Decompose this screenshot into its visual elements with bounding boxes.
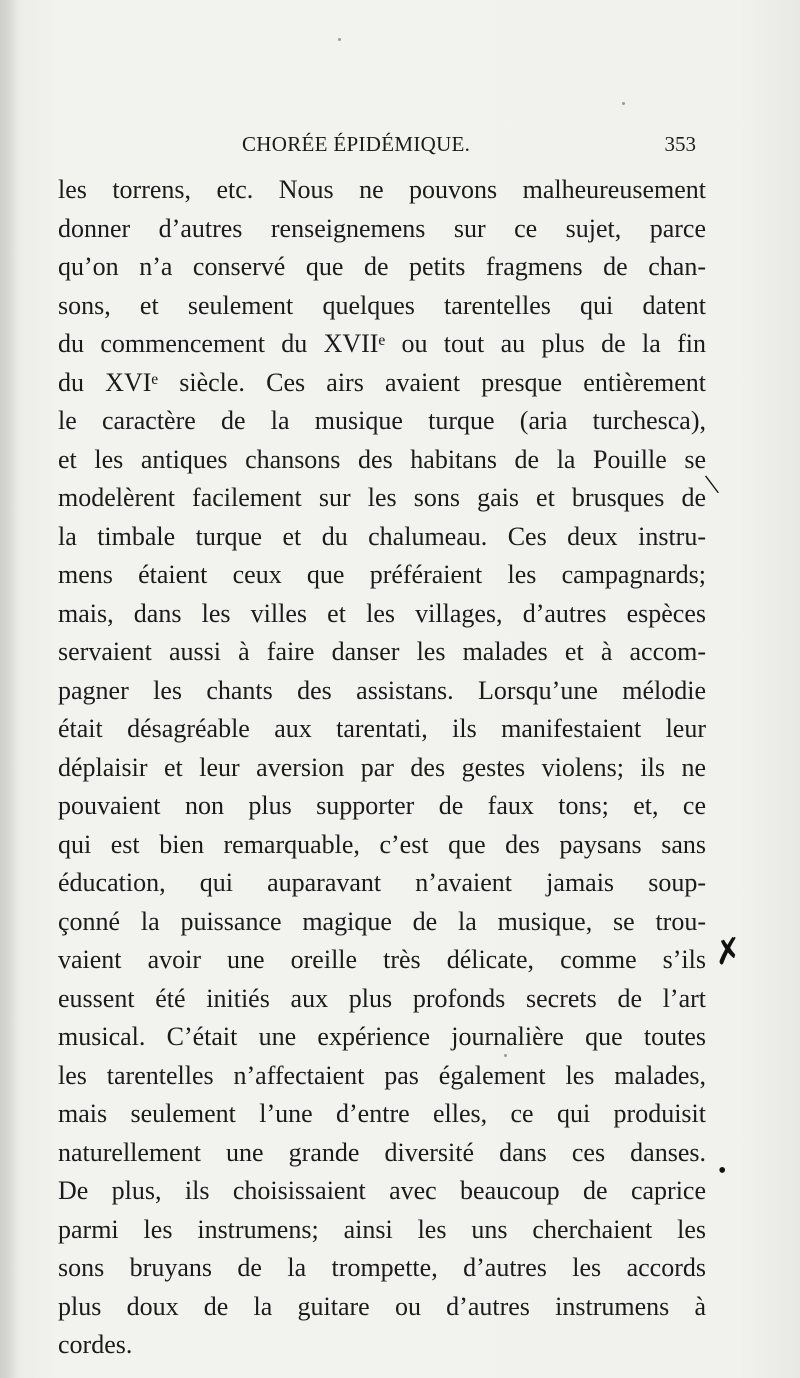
text-line: la timbale turque et du chalumeau. Ces deux instru- <box>58 521 706 551</box>
running-head <box>60 128 700 168</box>
page-gutter-shadow <box>0 0 18 1378</box>
text-line: De plus, ils choisissaient avec beaucoup de caprice <box>58 1176 706 1205</box>
text-line: çonné la puissance magique de la musique, se trou- <box>58 906 706 936</box>
text-line: eussent été initiés aux plus profonds secrets de l’art <box>58 983 706 1013</box>
text-line: naturellement une grande diversité dans ces danses. <box>58 1137 706 1167</box>
text-line: vaient avoir une oreille très délicate, comme s’ils <box>58 945 706 974</box>
text-line: parmi les instrumens; ainsi les uns cherchaient les <box>58 1214 706 1244</box>
text-line: sons, et seulement quelques tarentelles qui datent <box>58 290 706 320</box>
body-text <box>58 171 706 1365</box>
paper-speck <box>622 102 625 105</box>
text-line-last: cordes. <box>58 1330 133 1359</box>
text-line: déplaisir et leur aversion par des gestes violens; ils ne <box>58 752 706 782</box>
text-line: sons bruyans de la trompette, d’autres les accords <box>58 1253 706 1282</box>
running-head-title: CHORÉE ÉPIDÉMIQUE. <box>242 132 471 156</box>
text-line: servaient aussi à faire danser les malades et à accom- <box>58 637 706 666</box>
text-line: mais seulement l’une d’entre elles, ce qui produisit <box>58 1099 706 1128</box>
margin-mark-stroke: \ <box>702 467 722 502</box>
text-line: modelèrent facilement sur les sons gais et brusques de <box>58 483 706 512</box>
text-line: éducation, qui auparavant n’avaient jamais soup- <box>58 868 706 897</box>
text-line: du XVIᵉ siècle. Ces airs avaient presque entièrement <box>58 367 706 397</box>
page-number: 353 <box>664 132 696 156</box>
text-line: pagner les chants des assistans. Lorsqu’une mélodie <box>58 675 706 705</box>
text-line: le caractère de la musique turque (aria turchesca), <box>58 406 706 435</box>
text-line: plus doux de la guitare ou d’autres instrumens à <box>58 1291 706 1321</box>
paper-speck <box>338 38 341 41</box>
text-line: du commencement du XVIIᵉ ou tout au plus de la fin <box>58 329 706 358</box>
text-line: musical. C’était une expérience journalière que toutes <box>58 1022 706 1051</box>
paper-speck <box>504 1054 507 1057</box>
text-line: pouvaient non plus supporter de faux tons; et, ce <box>58 791 706 820</box>
margin-mark-cross: ✗ <box>711 931 746 974</box>
text-line: les torrens, etc. Nous ne pouvons malheureusement <box>58 175 706 204</box>
text-line: donner d’autres renseignemens sur ce sujet, parce <box>58 213 706 243</box>
text-line: mais, dans les villes et les villages, d’autres espèces <box>58 598 706 628</box>
text-line: et les antiques chansons des habitans de la Pouille se <box>58 444 706 474</box>
text-line: qu’on n’a conservé que de petits fragmens de chan- <box>58 252 706 281</box>
text-line: les tarentelles n’affectaient pas également les malades, <box>58 1060 706 1090</box>
margin-mark-dot: • <box>718 1158 727 1184</box>
text-line: mens étaient ceux que préféraient les campagnards; <box>58 560 706 589</box>
text-line: était désagréable aux tarentati, ils manifestaient leur <box>58 714 706 743</box>
text-line: qui est bien remarquable, c’est que des paysans sans <box>58 829 706 859</box>
